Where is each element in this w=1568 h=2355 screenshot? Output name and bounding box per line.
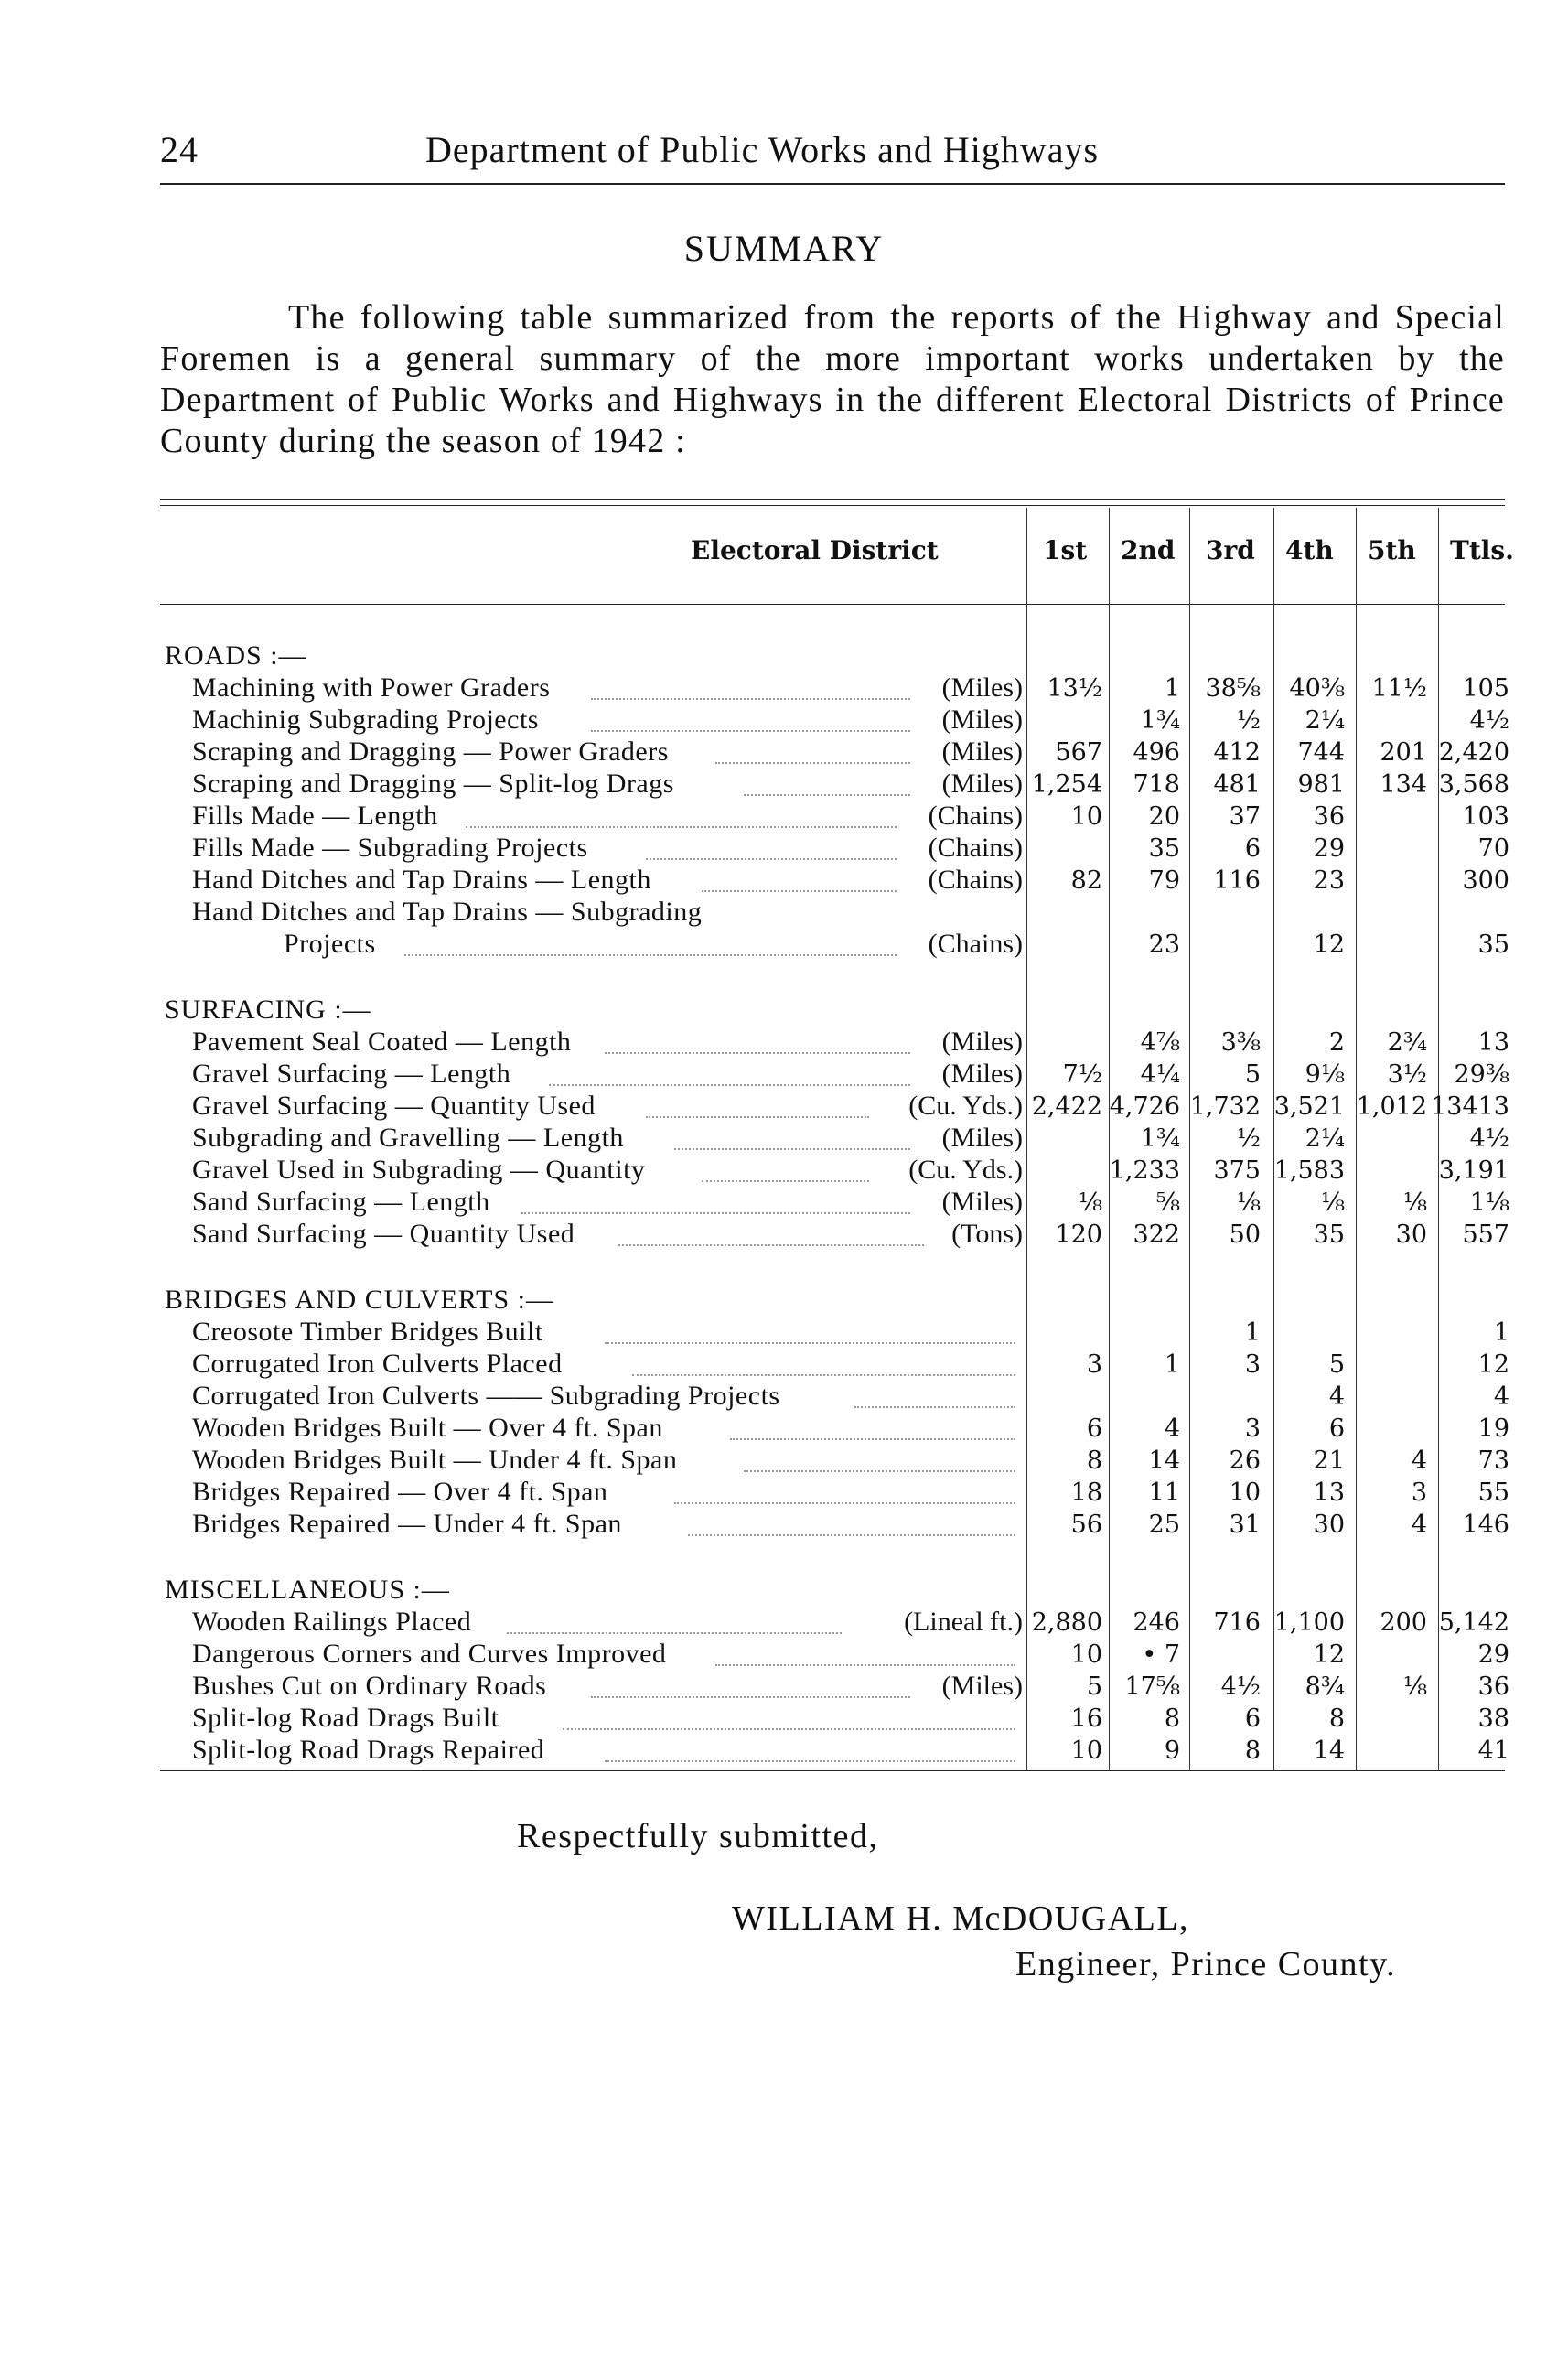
table-cell: 1,254 xyxy=(1031,770,1102,799)
table-cell: 4,726 xyxy=(1109,1092,1180,1121)
column-header-5: 5th xyxy=(1368,535,1416,565)
table-cell: ⅝ xyxy=(1155,1188,1180,1217)
table-cell: 9⅛ xyxy=(1305,1060,1345,1089)
table-cell: ⅛ xyxy=(1402,1188,1427,1217)
table-cell: 718 xyxy=(1133,770,1180,799)
table-cell: 1,012 xyxy=(1356,1092,1427,1121)
row-label: Dangerous Corners and Curves Improved xyxy=(192,1639,667,1669)
dot-leader xyxy=(744,794,910,796)
table-cell: 36 xyxy=(1477,1672,1509,1701)
row-label: Gravel Used in Subgrading — Quantity xyxy=(192,1155,646,1185)
row-label: Sand Surfacing — Quantity Used xyxy=(192,1219,575,1249)
table-cell: 25 xyxy=(1148,1511,1180,1539)
table-cell: ⅛ xyxy=(1078,1188,1102,1217)
table-cell: 2,420 xyxy=(1438,738,1509,767)
row-label: Split-log Road Drags Repaired xyxy=(192,1735,545,1765)
table-cell: 2¼ xyxy=(1305,1124,1345,1153)
dot-leader xyxy=(507,1632,842,1634)
row-label: Fills Made — Subgrading Projects xyxy=(192,833,588,863)
table-cell: 12 xyxy=(1313,930,1345,959)
row-unit: (Miles) xyxy=(941,1123,1023,1153)
table-cell: 116 xyxy=(1213,866,1261,895)
dot-leader xyxy=(591,698,910,700)
table-cell: 3 xyxy=(1411,1479,1427,1507)
table-cell: 322 xyxy=(1133,1221,1180,1249)
table-cell: 29⅜ xyxy=(1454,1060,1509,1089)
table-cell: 4 xyxy=(1328,1382,1345,1411)
table-cell: 8 xyxy=(1328,1704,1345,1733)
row-unit: (Miles) xyxy=(941,1059,1023,1089)
row-unit: (Lineal ft.) xyxy=(904,1607,1023,1637)
row-label: Bridges Repaired — Under 4 ft. Span xyxy=(192,1509,622,1539)
dot-leader xyxy=(702,1180,869,1182)
table-cell: 4½ xyxy=(1469,706,1509,735)
column-divider xyxy=(1356,508,1357,1770)
table-cell: 200 xyxy=(1380,1608,1427,1637)
table-cell: 41 xyxy=(1477,1737,1509,1765)
dot-leader xyxy=(730,1438,1015,1440)
row-unit: (Chains) xyxy=(928,865,1023,895)
row-unit: (Miles) xyxy=(941,737,1023,767)
row-label: Bridges Repaired — Over 4 ft. Span xyxy=(192,1477,608,1507)
dot-leader xyxy=(632,1374,1015,1376)
table-cell: 1¾ xyxy=(1140,706,1180,735)
table-cell: 744 xyxy=(1297,738,1345,767)
table-cell: 35 xyxy=(1148,834,1180,863)
table-cell: 4½ xyxy=(1469,1124,1509,1153)
table-cell: 3,521 xyxy=(1273,1092,1345,1121)
table-cell: 56 xyxy=(1070,1511,1102,1539)
table-cell: 17⅝ xyxy=(1124,1672,1180,1701)
table-cell: 23 xyxy=(1313,866,1345,895)
running-title: Department of Public Works and Highways xyxy=(425,129,1100,170)
table-cell: 9 xyxy=(1164,1737,1180,1765)
table-cell: 3⅜ xyxy=(1220,1028,1261,1057)
table-cell: 10 xyxy=(1229,1479,1261,1507)
row-label: Gravel Surfacing — Length xyxy=(192,1059,511,1089)
table-cell: 55 xyxy=(1477,1479,1509,1507)
table-cell: 73 xyxy=(1477,1446,1509,1475)
dot-leader xyxy=(646,858,897,860)
dot-leader xyxy=(688,1534,1015,1536)
table-cell: 6 xyxy=(1328,1414,1345,1443)
dot-leader xyxy=(674,1148,910,1150)
table-cell: 10 xyxy=(1070,1737,1102,1765)
table-cell: 567 xyxy=(1055,738,1102,767)
table-cell: 5 xyxy=(1244,1060,1261,1089)
table-bottom-rule xyxy=(160,1770,1505,1771)
dot-leader xyxy=(563,1728,1015,1730)
row-unit: (Miles) xyxy=(941,1027,1023,1057)
row-label: Pavement Seal Coated — Length xyxy=(192,1027,572,1057)
closing-salutation: Respectfully submitted, xyxy=(517,1817,879,1855)
row-label: Hand Ditches and Tap Drains — Length xyxy=(192,865,651,895)
column-header-2: 2nd xyxy=(1121,535,1176,565)
table-cell: 13½ xyxy=(1047,674,1102,703)
table-cell: 2¾ xyxy=(1387,1028,1427,1057)
table-cell: 10 xyxy=(1070,802,1102,831)
table-cell: 4 xyxy=(1164,1414,1180,1443)
table-cell: 4¼ xyxy=(1140,1060,1180,1089)
signatory-role: Engineer, Prince County. xyxy=(1015,1945,1397,1984)
table-cell: 412 xyxy=(1213,738,1261,767)
table-cell: 1,100 xyxy=(1273,1608,1345,1637)
table-cell: 16 xyxy=(1070,1704,1102,1733)
column-divider xyxy=(1189,508,1190,1770)
row-label: Sand Surfacing — Length xyxy=(192,1187,490,1217)
dot-leader xyxy=(549,1084,910,1086)
table-cell: ½ xyxy=(1236,1124,1261,1153)
table-cell: 13413 xyxy=(1431,1092,1509,1121)
table-cell: 496 xyxy=(1133,738,1180,767)
table-cell: 981 xyxy=(1297,770,1345,799)
row-label: Fills Made — Length xyxy=(192,801,438,831)
dot-leader xyxy=(715,1664,1015,1666)
table-cell: 31 xyxy=(1229,1511,1261,1539)
section-heading: MISCELLANEOUS :— xyxy=(165,1575,450,1605)
column-divider xyxy=(1109,508,1110,1770)
table-cell: 8¾ xyxy=(1305,1672,1345,1701)
table-cell: 29 xyxy=(1477,1640,1509,1669)
table-cell: 1 xyxy=(1164,1350,1180,1379)
table-cell: 8 xyxy=(1086,1446,1102,1475)
dot-leader xyxy=(605,1052,910,1054)
row-unit: (Chains) xyxy=(928,801,1023,831)
row-unit: (Cu. Yds.) xyxy=(908,1091,1023,1121)
table-cell: 716 xyxy=(1213,1608,1261,1637)
row-label: Hand Ditches and Tap Drains — Subgrading xyxy=(192,897,703,927)
row-label-continued: Projects xyxy=(284,929,376,959)
row-unit: (Chains) xyxy=(928,833,1023,863)
dot-leader xyxy=(674,1502,1015,1504)
dot-leader xyxy=(854,1406,1015,1408)
table-cell: 5,142 xyxy=(1438,1608,1509,1637)
table-cell: 70 xyxy=(1477,834,1509,863)
table-cell: 6 xyxy=(1086,1414,1102,1443)
column-header-0: Electoral District xyxy=(691,535,939,565)
row-unit: (Miles) xyxy=(941,769,1023,799)
header-rule xyxy=(160,183,1505,185)
table-cell: 3,191 xyxy=(1438,1156,1509,1185)
table-cell: 557 xyxy=(1462,1221,1509,1249)
table-cell: 4½ xyxy=(1220,1672,1261,1701)
table-cell: 6 xyxy=(1244,834,1261,863)
table-cell: 146 xyxy=(1462,1511,1509,1539)
row-unit: (Tons) xyxy=(951,1219,1023,1249)
table-cell: 3 xyxy=(1244,1350,1261,1379)
table-cell: 1 xyxy=(1244,1318,1261,1347)
table-cell: 1 xyxy=(1493,1318,1509,1347)
column-header-1: 1st xyxy=(1043,535,1088,565)
table-cell: 35 xyxy=(1313,1221,1345,1249)
table-cell: 4 xyxy=(1411,1511,1427,1539)
dot-leader xyxy=(646,1116,869,1118)
table-cell: 246 xyxy=(1133,1608,1180,1637)
page-title: SUMMARY xyxy=(683,228,885,269)
table-cell: 20 xyxy=(1148,802,1180,831)
table-cell: 26 xyxy=(1229,1446,1261,1475)
table-cell: 120 xyxy=(1055,1221,1102,1249)
table-cell: 36 xyxy=(1313,802,1345,831)
column-header-3: 3rd xyxy=(1206,535,1255,565)
signatory-name: WILLIAM H. McDOUGALL, xyxy=(732,1899,1190,1938)
table-cell: 481 xyxy=(1213,770,1261,799)
row-label: Creosote Timber Bridges Built xyxy=(192,1317,543,1347)
dot-leader xyxy=(591,1696,910,1698)
column-divider xyxy=(1438,508,1439,1770)
table-cell: ⅛ xyxy=(1320,1188,1345,1217)
table-cell: 134 xyxy=(1380,770,1427,799)
row-label: Corrugated Iron Culverts —— Subgrading Projects xyxy=(192,1381,780,1411)
page-number: 24 xyxy=(160,129,199,170)
dot-leader xyxy=(605,1342,1015,1344)
table-top-rule xyxy=(160,499,1505,500)
intro-paragraph: The following table summarized from the reports of the Highway and Special Foremen is a general summary of the more important works undertaken by the Department of Public Works and Highways in the different Electoral Districts of Prince County during the season of 1942 : xyxy=(160,298,1505,460)
table-cell: 14 xyxy=(1148,1446,1180,1475)
table-cell: 40⅜ xyxy=(1289,674,1345,703)
table-cell: 12 xyxy=(1313,1640,1345,1669)
table-cell: 300 xyxy=(1462,866,1509,895)
table-cell: 18 xyxy=(1070,1479,1102,1507)
table-cell: ⅛ xyxy=(1402,1672,1427,1701)
row-unit: (Miles) xyxy=(941,704,1023,735)
row-label: Wooden Bridges Built — Over 4 ft. Span xyxy=(192,1413,663,1443)
table-cell: 1,233 xyxy=(1109,1156,1180,1185)
dot-leader xyxy=(702,890,897,892)
dot-leader xyxy=(591,730,910,732)
table-cell: 375 xyxy=(1213,1156,1261,1185)
table-cell: 21 xyxy=(1313,1446,1345,1475)
table-cell: ⅛ xyxy=(1236,1188,1261,1217)
row-label: Machining with Power Graders xyxy=(192,672,551,703)
table-cell: 19 xyxy=(1477,1414,1509,1443)
table-cell: 2 xyxy=(1328,1028,1345,1057)
dot-leader xyxy=(618,1244,924,1246)
table-cell: 10 xyxy=(1070,1640,1102,1669)
table-cell: 23 xyxy=(1148,930,1180,959)
table-cell: 105 xyxy=(1462,674,1509,703)
table-cell: 12 xyxy=(1477,1350,1509,1379)
row-label: Scraping and Dragging — Power Graders xyxy=(192,737,669,767)
table-cell: • 7 xyxy=(1142,1640,1180,1669)
table-cell: 4⅞ xyxy=(1140,1028,1180,1057)
table-top-rule-2 xyxy=(160,505,1505,506)
table-cell: 2,880 xyxy=(1031,1608,1102,1637)
table-cell: ½ xyxy=(1236,706,1261,735)
table-cell: 1,583 xyxy=(1273,1156,1345,1185)
dot-leader xyxy=(466,826,897,828)
table-cell: 35 xyxy=(1477,930,1509,959)
table-cell: 11 xyxy=(1148,1479,1180,1507)
table-cell: 4 xyxy=(1411,1446,1427,1475)
table-cell: 6 xyxy=(1244,1704,1261,1733)
column-header-4: 4th xyxy=(1285,535,1334,565)
table-cell: 29 xyxy=(1313,834,1345,863)
table-cell: 3 xyxy=(1086,1350,1102,1379)
dot-leader xyxy=(744,1470,1015,1472)
section-heading: BRIDGES AND CULVERTS :— xyxy=(165,1285,554,1315)
table-cell: 37 xyxy=(1229,802,1261,831)
row-unit: (Miles) xyxy=(941,1671,1023,1701)
table-cell: 8 xyxy=(1164,1704,1180,1733)
table-cell: 1⅛ xyxy=(1469,1188,1509,1217)
table-cell: 13 xyxy=(1477,1028,1509,1057)
table-cell: 8 xyxy=(1244,1737,1261,1765)
dot-leader xyxy=(404,954,897,956)
table-cell: 38 xyxy=(1477,1704,1509,1733)
dot-leader xyxy=(715,762,910,764)
table-header-rule xyxy=(160,604,1505,605)
table-cell: 30 xyxy=(1313,1511,1345,1539)
table-cell: 3 xyxy=(1244,1414,1261,1443)
table-cell: 50 xyxy=(1229,1221,1261,1249)
table-cell: 4 xyxy=(1493,1382,1509,1411)
section-heading: ROADS :— xyxy=(165,640,307,671)
column-header-6: Ttls. xyxy=(1450,535,1514,565)
table-cell: 14 xyxy=(1313,1737,1345,1765)
row-unit: (Chains) xyxy=(928,929,1023,959)
section-heading: SURFACING :— xyxy=(165,995,371,1025)
row-label: Wooden Railings Placed xyxy=(192,1607,472,1637)
row-label: Bushes Cut on Ordinary Roads xyxy=(192,1671,547,1701)
table-cell: 3,568 xyxy=(1438,770,1509,799)
row-label: Corrugated Iron Culverts Placed xyxy=(192,1349,563,1379)
table-cell: 2¼ xyxy=(1305,706,1345,735)
table-cell: 1¾ xyxy=(1140,1124,1180,1153)
row-label: Gravel Surfacing — Quantity Used xyxy=(192,1091,596,1121)
table-cell: 38⅝ xyxy=(1205,674,1261,703)
table-cell: 1,732 xyxy=(1189,1092,1261,1121)
table-cell: 3½ xyxy=(1387,1060,1427,1089)
column-divider xyxy=(1026,508,1027,1770)
table-cell: 103 xyxy=(1462,802,1509,831)
table-cell: 82 xyxy=(1070,866,1102,895)
table-cell: 11½ xyxy=(1371,674,1427,703)
row-label: Subgrading and Gravelling — Length xyxy=(192,1123,624,1153)
table-cell: 13 xyxy=(1313,1479,1345,1507)
column-divider xyxy=(1273,508,1274,1770)
table-cell: 7½ xyxy=(1062,1060,1102,1089)
table-cell: 79 xyxy=(1148,866,1180,895)
row-unit: (Cu. Yds.) xyxy=(908,1155,1023,1185)
dot-leader xyxy=(521,1212,910,1214)
table-cell: 1 xyxy=(1164,674,1180,703)
table-cell: 2,422 xyxy=(1031,1092,1102,1121)
table-cell: 30 xyxy=(1395,1221,1427,1249)
row-unit: (Miles) xyxy=(941,1187,1023,1217)
table-cell: 201 xyxy=(1380,738,1427,767)
dot-leader xyxy=(605,1760,1015,1762)
table-cell: 5 xyxy=(1328,1350,1345,1379)
row-label: Split-log Road Drags Built xyxy=(192,1703,499,1733)
table-cell: 5 xyxy=(1086,1672,1102,1701)
row-unit: (Miles) xyxy=(941,672,1023,703)
row-label: Machinig Subgrading Projects xyxy=(192,704,539,735)
row-label: Scraping and Dragging — Split-log Drags xyxy=(192,769,674,799)
row-label: Wooden Bridges Built — Under 4 ft. Span xyxy=(192,1445,678,1475)
